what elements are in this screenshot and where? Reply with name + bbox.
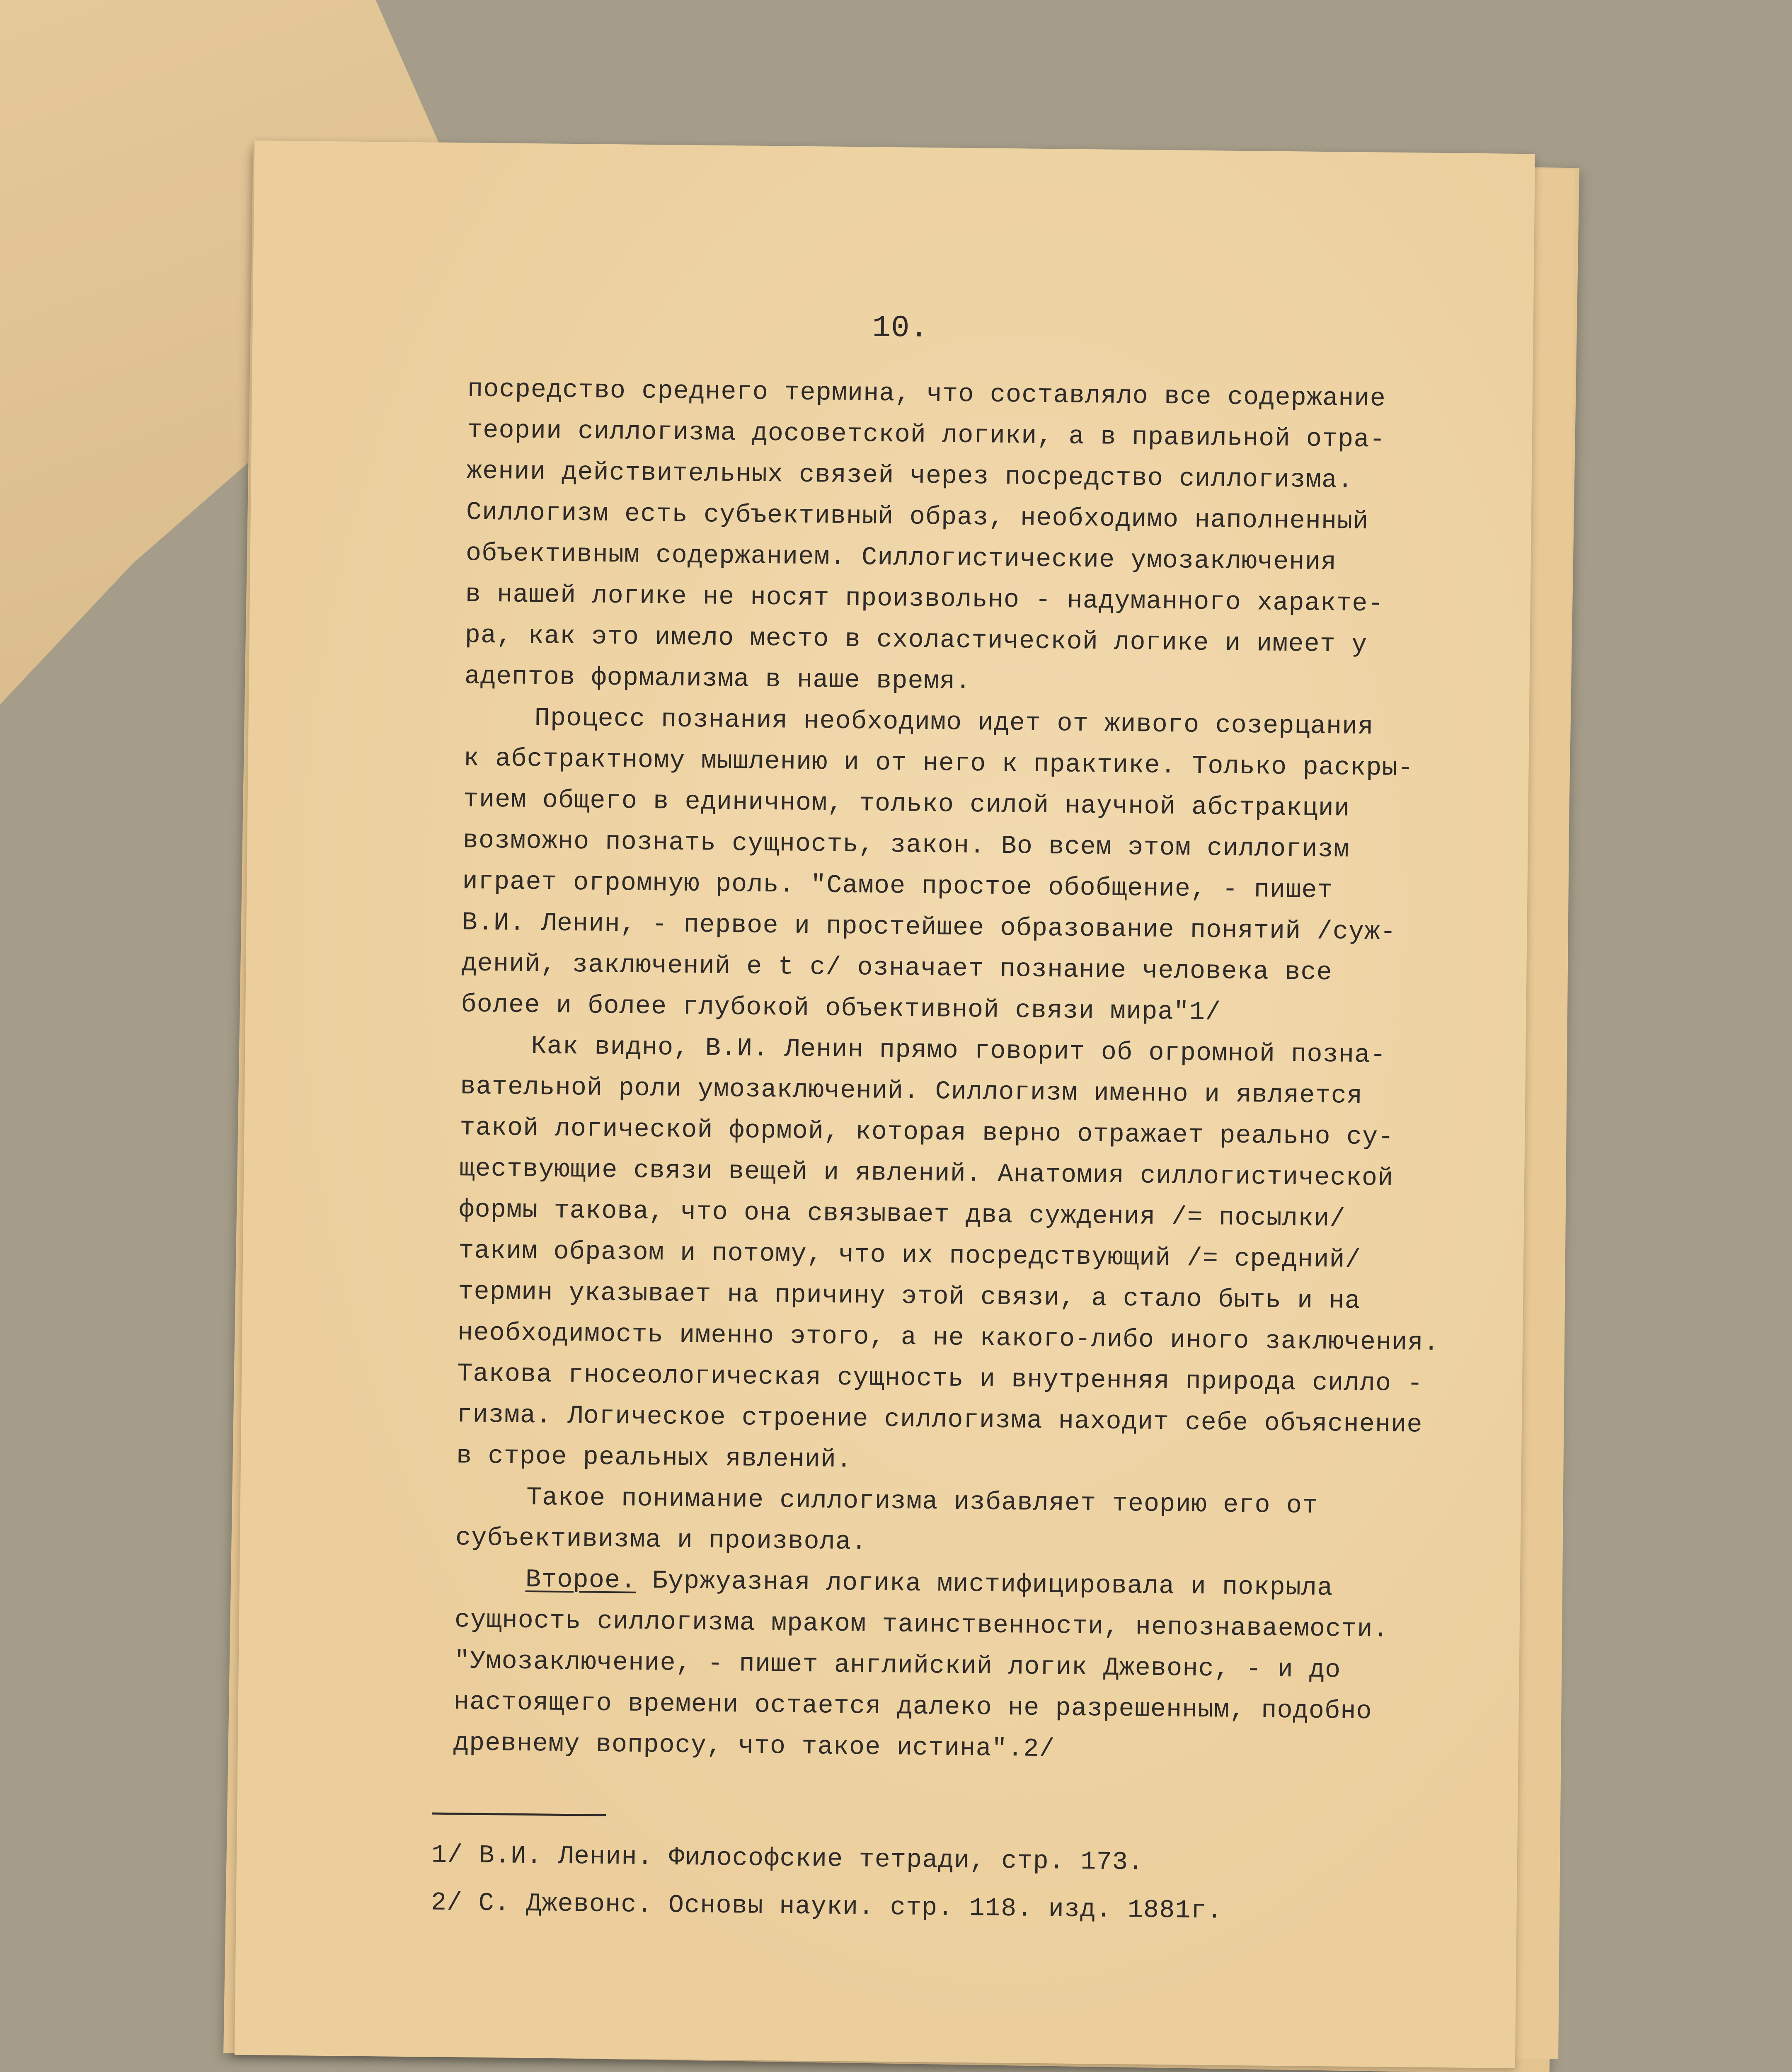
text-line: объективным содержанием. Силлогистические умозаключения [465, 538, 1337, 577]
text-line: формы такова, что она связывает два суждения /= посылки/ [458, 1195, 1346, 1234]
text-line: таким образом и потому, что их посредствующий /= средний/ [458, 1236, 1361, 1275]
text-line-rest: Буржуазная логика мистифицировала и покрыла [652, 1566, 1333, 1603]
text-line: к абстрактному мышлению и от него к практике. Только раскры- [463, 743, 1414, 783]
text-line: жении действительных связей через посредство силлогизма. [466, 456, 1354, 495]
text-line: Такое понимание силлогизма избавляет теорию его от [526, 1482, 1318, 1520]
text-line: настоящего времени остается далеко не разрешенным, подобно [453, 1687, 1373, 1726]
footnote-divider [432, 1813, 606, 1816]
text-line: Как видно, В.И. Ленин прямо говорит об огромной позна- [531, 1031, 1386, 1070]
typed-page [235, 140, 1535, 2068]
text-line: вательной роли умозаключений. Силлогизм именно и является [460, 1072, 1363, 1111]
text-line: играет огромную роль. "Самое простое обобщение, - пишет [462, 867, 1334, 905]
text-line: Процесс познания необходимо идет от живого созерцания [534, 703, 1374, 742]
text-line: возможно познать сущность, закон. Во всем этом силлогизм [463, 825, 1350, 864]
text-line: необходимость именно этого, а не какого-либо иного заключения. [457, 1318, 1440, 1358]
text-line: гизма. Логическое строение силлогизма находит себе объяснение [456, 1400, 1423, 1440]
text-line: ра, как это имело место в схоластической логике и имеет у [465, 620, 1368, 660]
section-marker: Второе. [525, 1564, 637, 1595]
text-line: древнему вопросу, что такое истина".2/ [453, 1728, 1055, 1764]
text-line: такой логической формой, которая верно отражает реально су- [459, 1113, 1394, 1152]
page-content [235, 140, 1535, 2068]
text-line: "Умозаключение, - пишет английский логик Джевонс, - и до [454, 1646, 1341, 1685]
footnote: 1/ В.И. Ленин. Философские тетради, стр. 173. [431, 1840, 1144, 1877]
text-line: сущность силлогизма мраком таинственности, непознаваемости. [454, 1605, 1389, 1644]
footnotes [431, 1831, 1426, 1937]
text-line: в нашей логике не носят произвольно - надуманного характе- [465, 579, 1384, 619]
text-line: Такова гносеологическая сущность и внутренняя природа силло - [457, 1359, 1423, 1399]
text-line: более и более глубокой объективной связи мира"1/ [461, 990, 1221, 1027]
text-line: адептов формализма в наше время. [464, 661, 971, 697]
text-line: субъективизма и произвола. [455, 1523, 867, 1557]
text-line: посредство среднего термина, что составляло все содержание [467, 374, 1386, 414]
text-line: термин указывает на причину этой связи, а стало быть и на [458, 1277, 1361, 1316]
body-text [453, 368, 1512, 1774]
text-line: ществующие связи вещей и явлений. Анатомия силлогистической [459, 1154, 1394, 1193]
text-line: тием общего в единичном, только силой научной абстракции [463, 784, 1350, 823]
text-line: В.И. Ленин, - первое и простейшее образование понятий /суж- [462, 908, 1396, 947]
text-line: в строе реальных явлений. [456, 1441, 852, 1475]
text-line: Силлогизм есть субъективный образ, необходимо наполненный [466, 497, 1369, 537]
text-line: дений, заключений е t c/ означает познание человека все [461, 949, 1333, 988]
footnote: 2/ С. Джевонс. Основы науки. стр. 118. изд. 1881г. [431, 1888, 1223, 1926]
page-number: 10. [872, 310, 929, 346]
text-line: теории силлогизма досоветской логики, а в правильной отра- [467, 415, 1386, 455]
